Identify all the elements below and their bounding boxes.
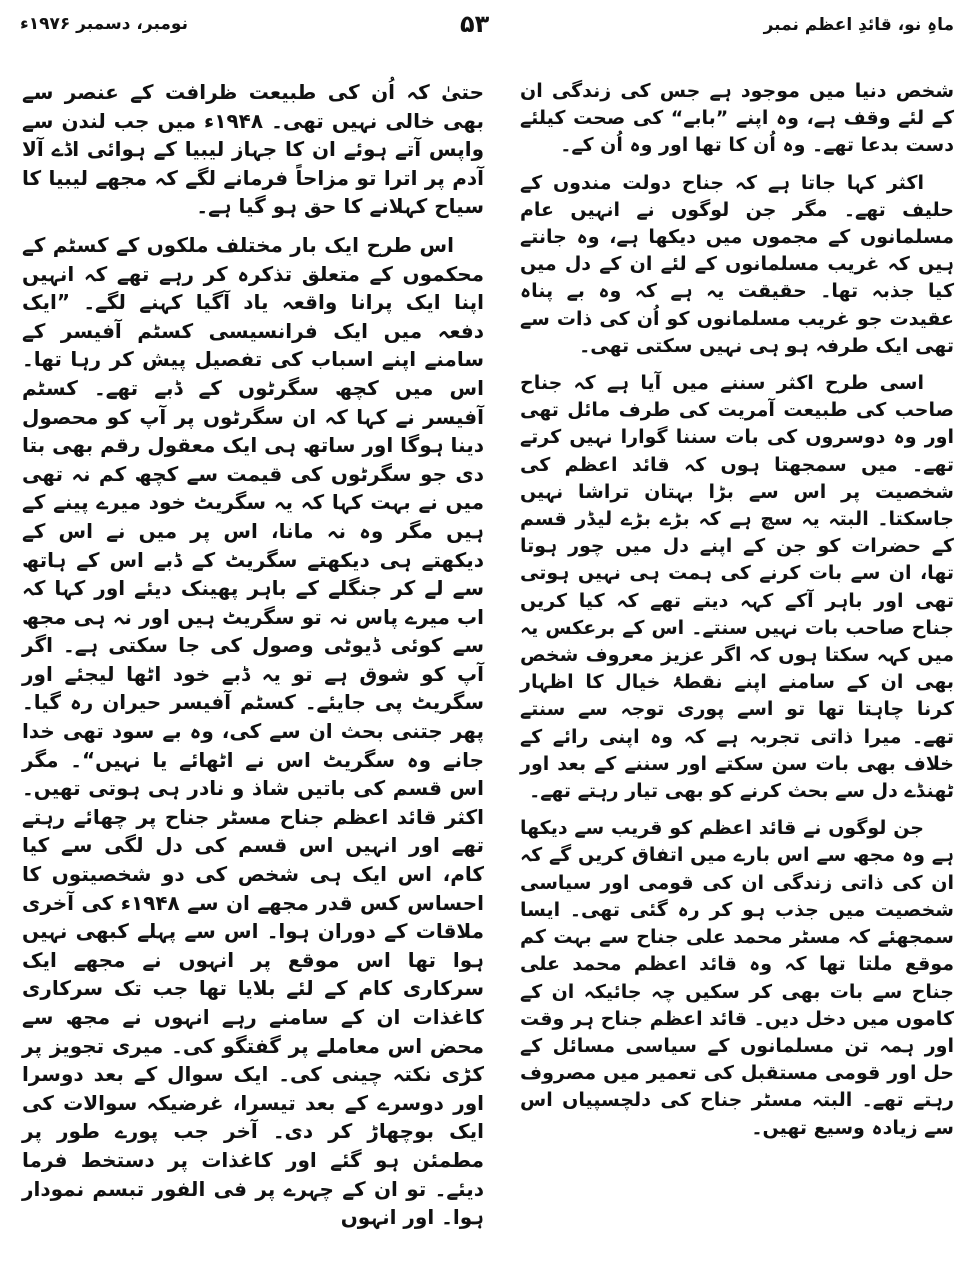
right-paragraph-3: اسی طرح اکثر سننے میں آیا ہے کہ جناح صاحب کی طبیعت آمریت کی طرف مائل تھی اور وہ دوسروں کی بات سننا گوارا نہیں کرتے تھے۔ میں سمجھتا ہوں کہ قائد اعظم کی شخصیت پر اس سے بڑا بہتان تراشا نہیں جاسکتا۔ البتہ یہ سچ ہے کہ بڑے بڑے لیڈر قسم کے حضرات کو جن کے اپنے دل میں چور ہوتا تھا، ان سے بات کرنے کی ہمت ہی نہیں ہوتی تھی اور باہر آکے کہہ دیتے تھے کہ کیا کریں جناح صاحب بات نہیں سنتے۔ اس کے برعکس یہ میں کہہ سکتا ہوں کہ اگر عزیز معروف شخص بھی ان کے سامنے اپنے نقطۂ خیال کا اظہار کرنا چاہتا تھا تو اسے پوری توجہ سے سنتے تھے۔ میرا ذاتی تجربہ ہے کہ وہ اپنی رائے کے خلاف بھی بات سن سکتے اور سننے کے بعد اور ٹھنڈے دل سے بحث کرنے کو بھی تیار رہتے تھے۔ [520,372,954,803]
right-paragraph-4: جن لوگوں نے قائد اعظم کو قریب سے دیکھا ہے وہ مجھ سے اس بارے میں اتفاق کریں گے کہ ان کی ذاتی زندگی ان کی قومی اور سیاسی شخصیت میں جذب ہو کر رہ گئی تھی۔ ایسا سمجھئے کہ مسٹر محمد علی جناح سے بہت کم موقع ملتا تھا کہ وہ قائد اعظم محمد علی جناح سے بات بھی کر سکیں چہ جائیکہ ان کے کاموں میں دخل دیں۔ قائد اعظم جناح ہر وقت اور ہمہ تن مسلمانوں کے سیاسی مسائل کے حل اور قومی مستقبل کی تعمیر میں مصروف رہتے تھے۔ البتہ مسٹر جناح کی دلچسپیاں اس سے زیادہ وسیع تھیں۔ [520,817,954,1139]
page-header [20,10,954,54]
left-column [22,78,484,1242]
left-paragraph-1: حتیٰ کہ اُن کی طبیعت ظرافت کے عنصر سے بھی خالی نہیں تھی۔ ۱۹۴۸ء میں جب لندن سے واپس آتے ہوئے ان کا جہاز لیبیا کے ہوائی اڈے آلا آدم پر اترا تو مزاحاً فرمانے لگے کہ مجھے لیبیا کا سیاح کہلانے کا حق ہو گیا ہے۔ [22,80,484,219]
issue-date: نومبر، دسمبر ۱۹۷۶ء [20,14,188,34]
magazine-title: ماہِ نو، قائدِ اعظم نمبر [763,15,954,35]
left-paragraph-2: اس طرح ایک بار مختلف ملکوں کے کسٹم کے محکموں کے متعلق تذکرہ کر رہے تھے کہ انہیں اپنا ایک پرانا واقعہ یاد آگیا کہنے لگے۔ ”ایک دفعہ میں ایک فرانسیسی کسٹم آفیسر کے سامنے اپنے اسباب کی تفصیل پیش کر رہا تھا۔ اس میں کچھ سگرٹوں کے ڈبے تھے۔ کسٹم آفیسر نے کہا کہ ان سگرٹوں پر آپ کو محصول دینا ہوگا اور ساتھ ہی ایک معقول رقم بھی بتا دی جو سگرٹوں کی قیمت سے کچھ کم نہ تھی میں نے بہت کہا کہ یہ سگریٹ خود میرے پینے کے ہیں مگر وہ نہ مانا، اس پر میں نے اس کے دیکھتے ہی دیکھتے سگریٹ کے ڈبے اس کے ہاتھ سے لے کر جنگلے کے باہر پھینک دیئے اور کہا کہ اب میرے پاس نہ تو سگریٹ ہیں اور نہ ہی مجھ سے کوئی ڈیوٹی وصول کی جا سکتی ہے۔ اگر آپ کو شوق ہے تو یہ ڈبے خود اٹھا لیجئے اور سگریٹ پی جایئے۔ کسٹم آفیسر حیران رہ گیا۔ پھر جتنی بحث ان سے کی، وہ بے سود تھی خدا جانے وہ سگریٹ اس نے اٹھائے یا نہیں“۔ مگر اس قسم کی باتیں شاذ و نادر ہی ہوتی تھیں۔ اکثر قائد اعظم جناح مسٹر جناح پر چھائے رہتے تھے اور انہیں اس قسم کی دل لگی سے کیا کام، اس ایک ہی شخص کی دو شخصیتوں کا احساس کس قدر مجھے ان سے ۱۹۴۸ء کی آخری ملاقات کے دوران ہوا۔ اس سے پہلے کبھی نہیں ہوا تھا اس موقع پر انہوں نے مجھے ایک سرکاری کام کے لئے بلایا تھا جب تک سرکاری کاغذات ان کے سامنے رہے انہوں نے مجھ سے محض اس معاملے پر گفتگو کی۔ میری تجویز پر کڑی نکتہ چینی کی۔ ایک سوال کے بعد دوسرا اور دوسرے کے بعد تیسرا، غرضیکہ سوالات کی ایک بوچھاڑ کر دی۔ آخر جب پورے طور پر مطمئن ہو گئے اور کاغذات پر دستخط فرما دیئے۔ تو ان کے چہرے پر فی الفور تبسم نمودار ہوا۔ اور انہوں [22,232,484,1230]
right-paragraph-2: اکثر کہا جاتا ہے کہ جناح دولت مندوں کے حلیف تھے۔ مگر جن لوگوں نے انہیں عام مسلمانوں کے مجموں میں دیکھا ہے، وہ جانتے ہیں کہ غریب مسلمانوں کے لئے ان کے دل میں کیا جذبہ تھا۔ حقیقت یہ ہے کہ وہ بے پناہ عقیدت جو غریب مسلمانوں کو اُن کی ذات سے تھی ایک طرفہ ہو ہی نہیں سکتی تھی۔ [520,171,954,357]
right-paragraph-1: شخص دنیا میں موجود ہے جس کی زندگی ان کے لئے وقف ہے، وہ اپنے ”بابے“ کی صحت کیلئے دست بدعا تھے۔ وہ اُن کا تھا اور وہ اُن کے۔ [520,80,954,157]
page-number: ۵۳ [460,10,490,38]
right-column [520,78,954,1152]
